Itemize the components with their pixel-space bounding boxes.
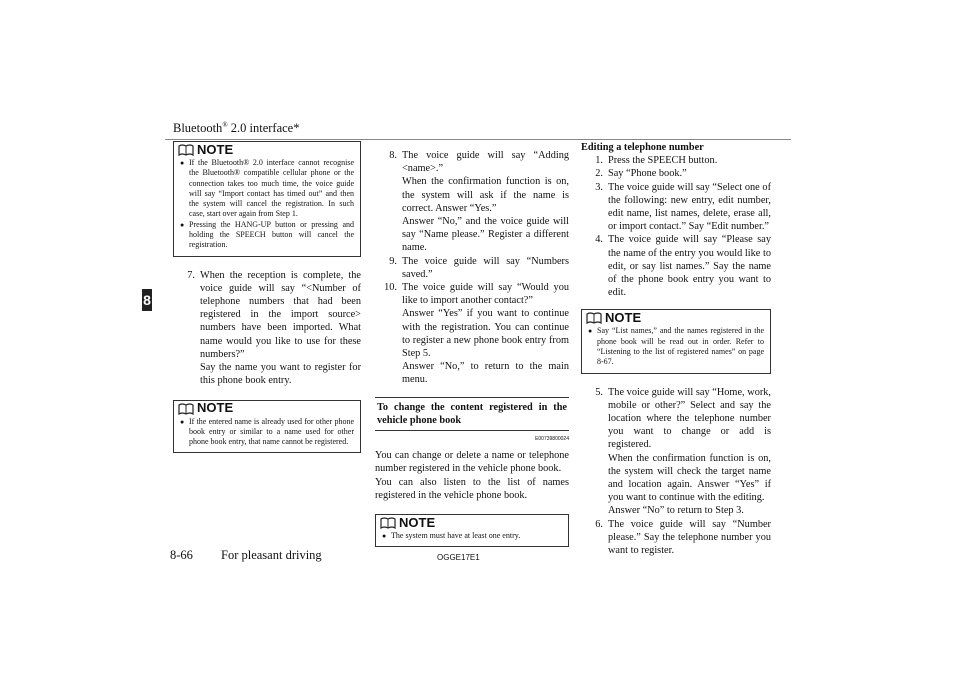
note-header: [586, 310, 764, 326]
note-icon: [178, 144, 194, 156]
step-8: 8. The voice guide will say “Adding <name>.” When the confirmation function is on, the system will ask if the name is correct. Answer “Yes.” Answer “No,” and the voice guide will say “Name please.” Register a different name.: [389, 150, 569, 254]
note-bullet: ● If the entered name is already used for other phone book entry or similar to a name used for other phone book entry, that name cannot be registered.: [180, 416, 354, 447]
header-rule: [165, 139, 791, 140]
note-icon: [178, 403, 194, 415]
page-number: 8-66: [170, 548, 193, 562]
note-header: [380, 515, 562, 531]
note-icon: [380, 517, 396, 529]
note-bullet: ● Say “List names,” and the names registered in the phone book will be read out in order. Refer to “Listening to the list of registered names” on page 8-67.: [588, 326, 764, 367]
subsection-heading: Editing a telephone number: [581, 142, 704, 153]
note-box: [581, 309, 771, 373]
section-title: For pleasant driving: [221, 548, 322, 562]
note-box: [173, 141, 361, 257]
page-header: Bluetooth® 2.0 interface*: [173, 121, 300, 136]
note-header: [178, 142, 354, 158]
step-2: 2. Say “Phone book.”: [595, 168, 687, 180]
note-label: NOTE: [197, 141, 234, 157]
step-7: 7. When the reception is complete, the voice guide will say “<Number of telephone numbers that had been registered in the import source> numbers have been imported. What name would you like to use for these numbers?” Say the name you want to register for this phone book entry.: [187, 269, 361, 387]
section-tab: 8: [142, 289, 152, 311]
note-label: NOTE: [605, 310, 642, 326]
step-6: 6. The voice guide will say “Number please.” Say the telephone number you want to register.: [595, 518, 771, 557]
note-box: [173, 400, 361, 454]
note-label: NOTE: [197, 400, 234, 416]
note-icon: [586, 312, 602, 324]
step-3: 3. The voice guide will say “Select one of the following: new entry, edit number, edit name, list names, delete, erase all, or import contact.” Say “Edit number.”: [595, 181, 771, 233]
reference-code: E00739800024: [535, 436, 569, 443]
note-bullet: ● If the Bluetooth® 2.0 interface cannot recognise the Bluetooth® compatible cellular phone or the connection takes too much time, the voice guide will say “Import contact has timed out” and then the system will cancel the registration. In such case, start over again from Step 1.: [180, 158, 354, 219]
column-2: [375, 149, 569, 559]
step-4: 4. The voice guide will say “Please say the name of the entry you would like to edit, or say list names.” Say the name of the phone book entry you want to edit.: [595, 234, 771, 299]
step-5: 5. The voice guide will say “Home, work, mobile or other?” Select and say the location where the telephone number you want to change or add is registered. When the confirmation function is on, the system will check the target name and location again. Answer “Yes” if you want to continue with the editing. Answer “No” to return to Step 3.: [595, 386, 771, 517]
note-label: NOTE: [399, 514, 436, 530]
column-3: [581, 141, 771, 557]
paragraph: You can change or delete a name or telephone number registered in the vehicle phone book.: [375, 450, 569, 475]
column-1: [173, 141, 361, 465]
step-9: 9. The voice guide will say “Numbers saved.”: [389, 255, 569, 280]
paragraph: You can also listen to the list of names registered in the vehicle phone book.: [375, 476, 569, 501]
document-code: OGGE17E1: [437, 553, 480, 562]
section-heading: To change the content registered in the vehicle phone book: [375, 397, 569, 431]
step-1: 1. Press the SPEECH button.: [595, 155, 718, 167]
note-bullet: ● Pressing the HANG-UP button or pressing and holding the SPEECH button will cancel the registration.: [180, 219, 354, 250]
step-10: 10. The voice guide will say “Would you like to import another contact?” Answer “Yes” if you want to continue with the registration. You can continue to register a new phone book entry from Step 5. Answer “No,” to return to the main menu.: [384, 282, 569, 386]
note-bullet: ● The system must have at least one entry.: [382, 531, 521, 541]
note-box: [375, 514, 569, 547]
note-header: [178, 401, 354, 417]
